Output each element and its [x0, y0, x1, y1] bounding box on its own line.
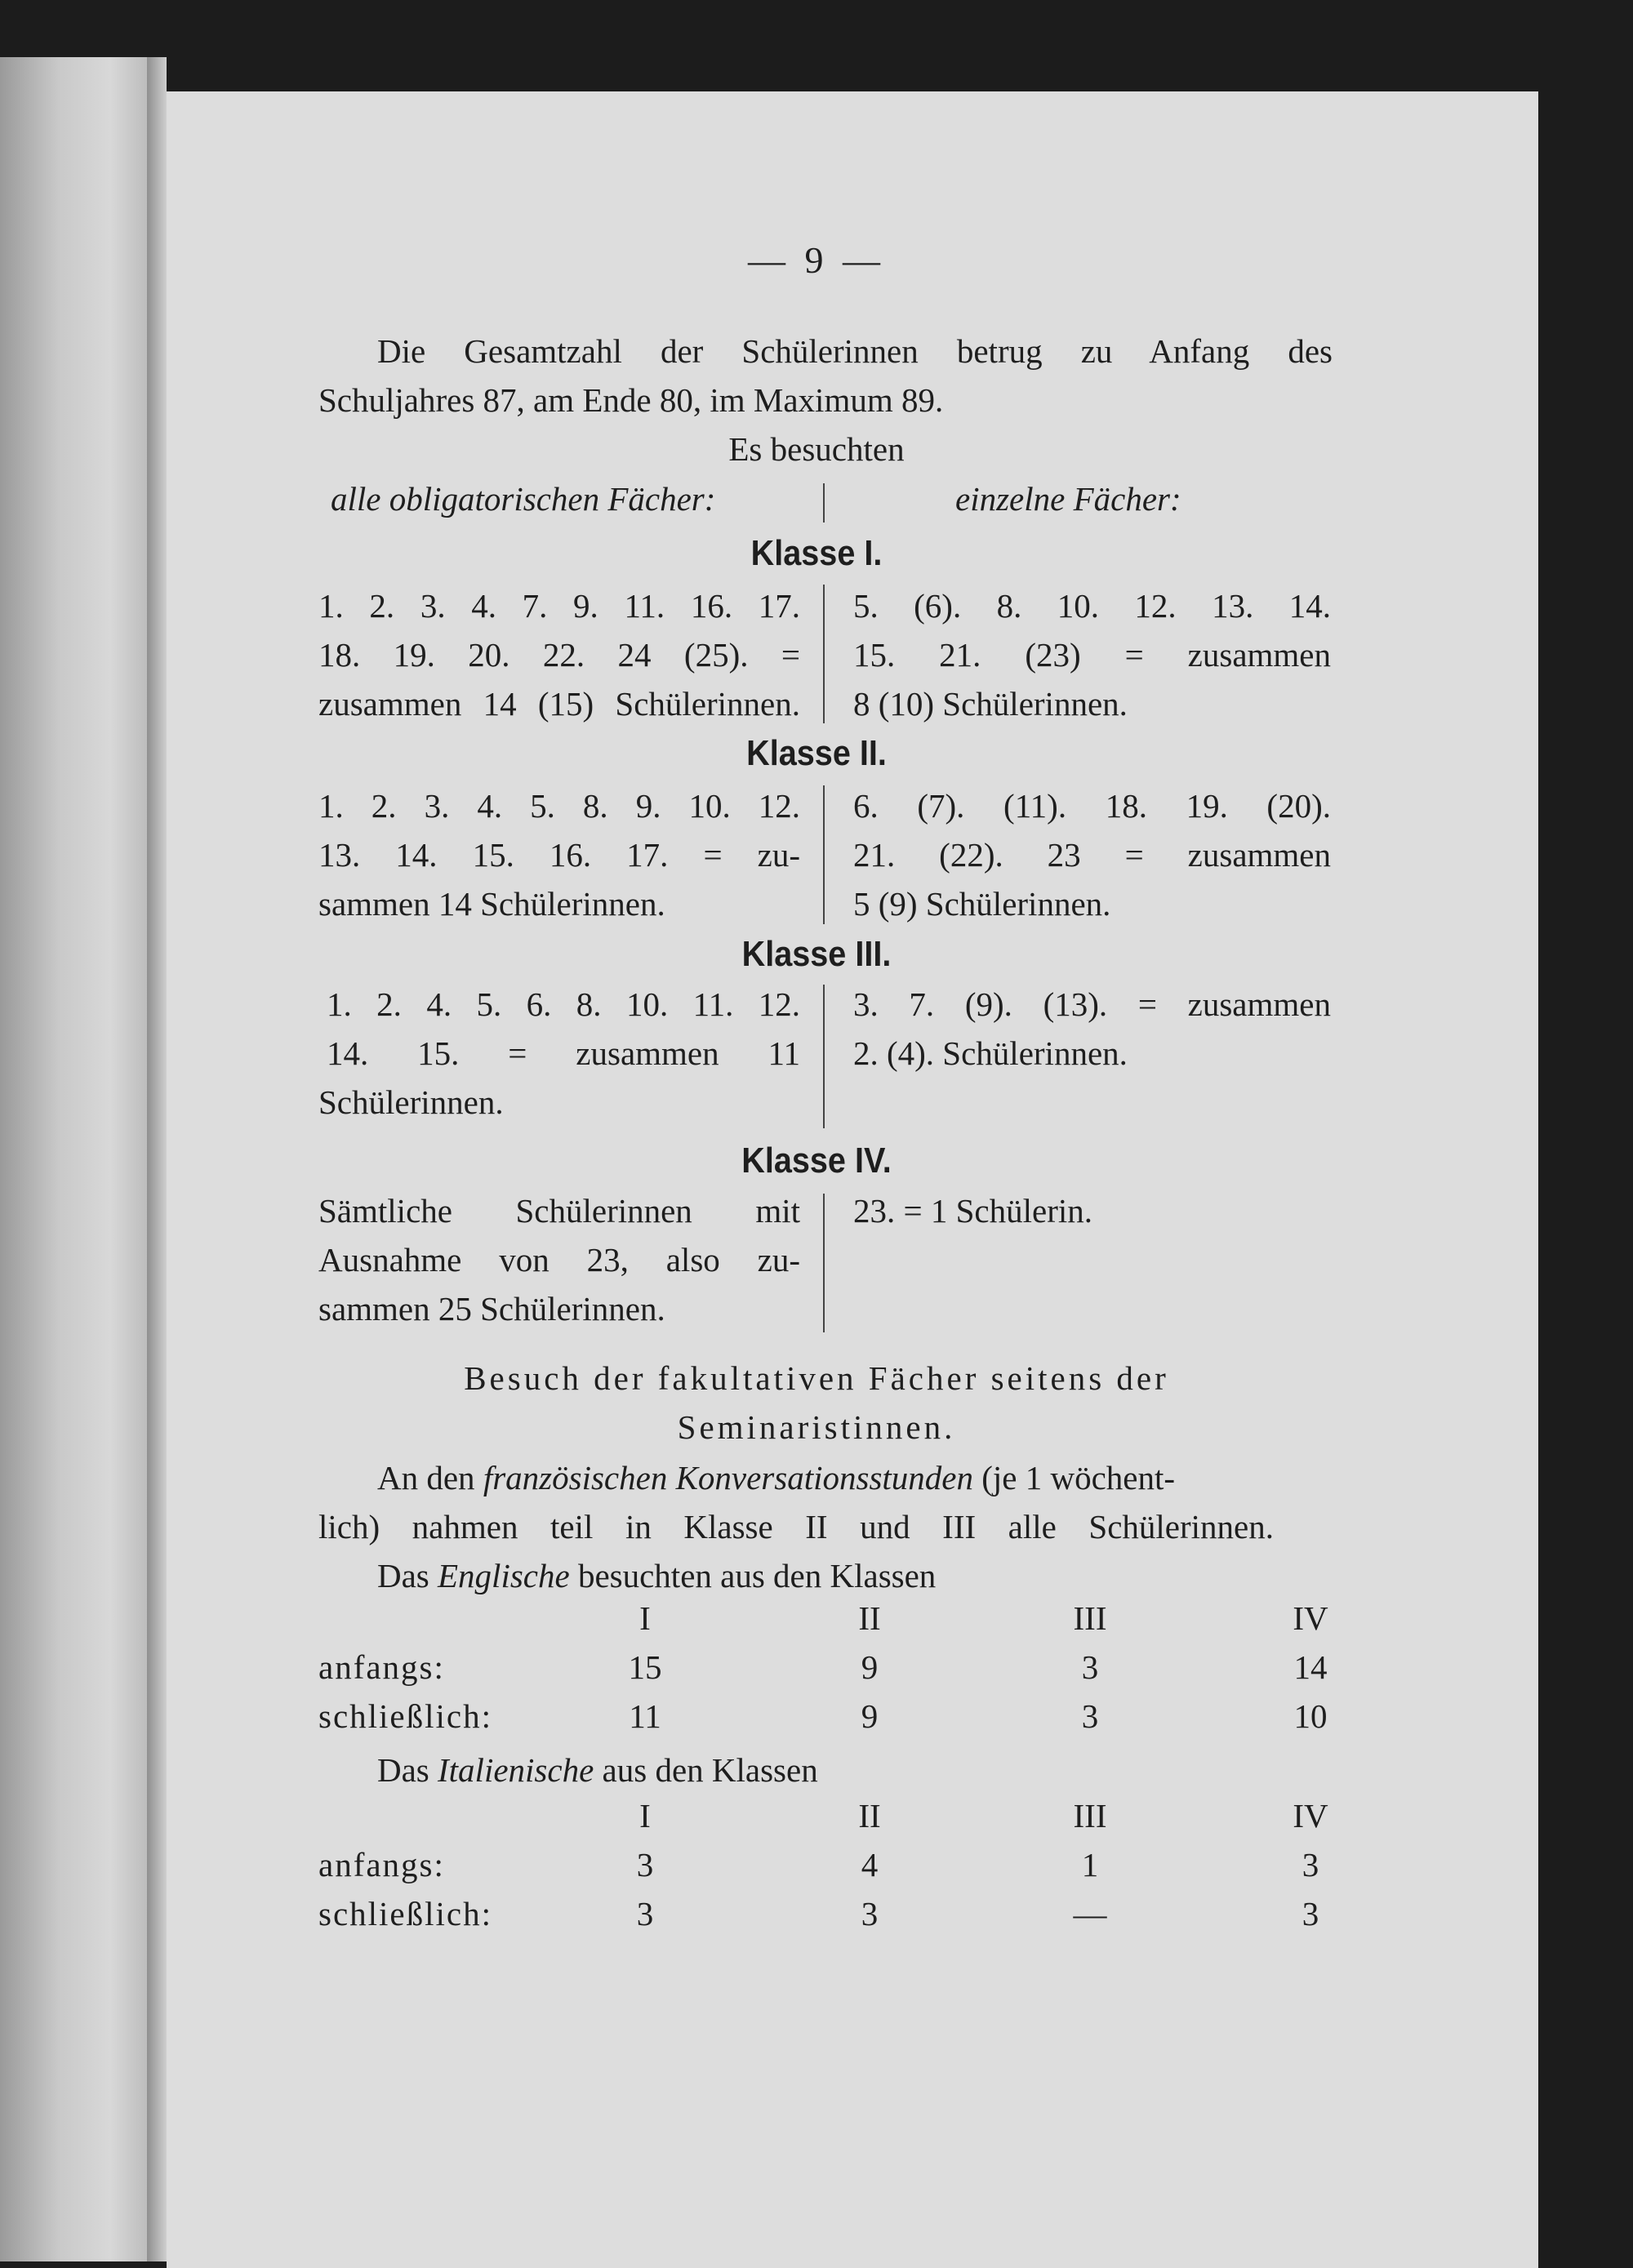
- table-header-cell: II: [858, 1599, 881, 1637]
- klasse-4-left-line: Sämtliche Schülerinnen mit: [318, 1192, 800, 1230]
- header-single-subjects: einzelne Fächer:: [955, 480, 1181, 518]
- franz-italic: französischen Konversationsstunden: [483, 1459, 973, 1496]
- table-header-cell: III: [1073, 1797, 1107, 1834]
- table-cell: 3: [1302, 1895, 1319, 1932]
- klasse-3-left-line: Schülerinnen.: [318, 1083, 504, 1121]
- klasse-3-right-line: 2. (4). Schülerinnen.: [853, 1034, 1128, 1072]
- table-header-cell: II: [858, 1797, 881, 1834]
- klasse-1-right-line: 8 (10) Schülerinnen.: [853, 685, 1128, 723]
- klasse-4-left-line: Ausnahme von 23, also zu-: [318, 1241, 800, 1279]
- klasse-2-right-line: 5 (9) Schülerinnen.: [853, 885, 1111, 923]
- row-label: schließlich:: [318, 1895, 493, 1932]
- klasse-1-right-line: 15. 21. (23) = zusammen: [853, 636, 1331, 674]
- klasse-4-left-line: sammen 25 Schülerinnen.: [318, 1290, 665, 1327]
- klasse-2-title: Klasse II.: [746, 733, 887, 773]
- klasse-3-title: Klasse III.: [741, 934, 892, 974]
- klasse-4-right-line: 23. = 1 Schülerin.: [853, 1192, 1093, 1230]
- table-cell: —: [1073, 1895, 1107, 1932]
- header-obligatory: alle obligatorischen Fächer:: [331, 480, 716, 518]
- column-divider: [823, 585, 825, 723]
- englisch-post: besuchten aus den Klassen: [569, 1557, 937, 1594]
- intro-line-2: Schuljahres 87, am Ende 80, im Maximum 89.: [318, 381, 944, 419]
- klasse-1-left-line: zusammen 14 (15) Schülerinnen.: [318, 685, 800, 723]
- row-label: schließlich:: [318, 1697, 493, 1735]
- klasse-2-right-line: 6. (7). (11). 18. 19. (20).: [853, 787, 1331, 825]
- table-header-cell: I: [639, 1797, 651, 1834]
- fakultativ-heading-2: Seminaristinnen.: [677, 1408, 956, 1446]
- table-cell: 1: [1081, 1846, 1099, 1883]
- italienisch-intro: [377, 1747, 1194, 1793]
- table-header-cell: IV: [1293, 1599, 1328, 1637]
- table-header-cell: IV: [1293, 1797, 1328, 1834]
- table-header-cell: I: [639, 1599, 651, 1637]
- row-label: anfangs:: [318, 1648, 445, 1686]
- franz-line-1: [377, 1455, 1333, 1501]
- klasse-2-right-line: 21. (22). 23 = zusammen: [853, 836, 1331, 874]
- italienisch-italic: Italienische: [438, 1751, 594, 1789]
- italienisch-post: aus den Klassen: [594, 1751, 818, 1789]
- englisch-italic: Englische: [438, 1557, 570, 1594]
- table-cell: 15: [628, 1648, 662, 1686]
- klasse-1-title: Klasse I.: [750, 533, 883, 573]
- englisch-pre: Das: [377, 1557, 438, 1594]
- italienisch-pre: Das: [377, 1751, 438, 1789]
- table-cell: 11: [629, 1697, 661, 1735]
- franz-line-2: lich) nahmen teil in Klasse II und III alle Schülerinnen.: [318, 1508, 1274, 1545]
- franz-post: (je 1 wöchent-: [973, 1459, 1176, 1496]
- table-cell: 4: [861, 1846, 879, 1883]
- table-cell: 9: [861, 1697, 879, 1735]
- column-divider: [823, 785, 825, 924]
- column-divider: [823, 985, 825, 1128]
- table-cell: 3: [636, 1846, 654, 1883]
- englisch-intro: [377, 1553, 1194, 1599]
- fakultativ-heading-1: Besuch der fakultativen Fächer seitens der: [464, 1359, 1169, 1397]
- klasse-4-title: Klasse IV.: [741, 1141, 892, 1181]
- column-divider: [823, 483, 825, 523]
- intro-line-3: Es besuchten: [728, 430, 905, 468]
- klasse-1-right-line: 5. (6). 8. 10. 12. 13. 14.: [853, 587, 1331, 625]
- table-cell: 14: [1293, 1648, 1328, 1686]
- klasse-3-right-line: 3. 7. (9). (13). = zusammen: [853, 985, 1331, 1023]
- klasse-2-left-line: sammen 14 Schülerinnen.: [318, 885, 665, 923]
- klasse-3-left-line: 1. 2. 4. 5. 6. 8. 10. 11. 12.: [327, 985, 800, 1023]
- row-label: anfangs:: [318, 1846, 445, 1883]
- klasse-3-left-line: 14. 15. = zusammen 11: [327, 1034, 800, 1072]
- franz-pre: An den: [377, 1459, 483, 1496]
- table-cell: 10: [1293, 1697, 1328, 1735]
- table-cell: 3: [861, 1895, 879, 1932]
- klasse-2-left-line: 1. 2. 3. 4. 5. 8. 9. 10. 12.: [318, 787, 800, 825]
- table-cell: 3: [1081, 1697, 1099, 1735]
- intro-line-1: Die Gesamtzahl der Schülerinnen betrug zu Anfang des: [377, 332, 1333, 370]
- klasse-1-left-line: 1. 2. 3. 4. 7. 9. 11. 16. 17.: [318, 587, 800, 625]
- klasse-2-left-line: 13. 14. 15. 16. 17. = zu-: [318, 836, 800, 874]
- klasse-1-left-line: 18. 19. 20. 22. 24 (25). =: [318, 636, 800, 674]
- table-cell: 3: [636, 1895, 654, 1932]
- table-cell: 3: [1081, 1648, 1099, 1686]
- table-cell: 3: [1302, 1846, 1319, 1883]
- page-number: — 9 —: [748, 239, 885, 281]
- table-cell: 9: [861, 1648, 879, 1686]
- table-header-cell: III: [1073, 1599, 1107, 1637]
- column-divider: [823, 1194, 825, 1332]
